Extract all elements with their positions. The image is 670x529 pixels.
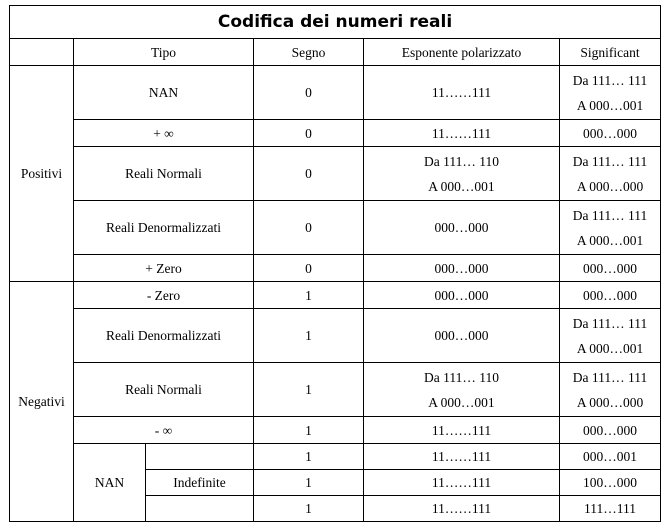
esponente-cell: 000…000 [364, 282, 560, 309]
nan-subtype-empty-cell [146, 444, 254, 470]
nan-label: NAN [74, 444, 146, 522]
header-esponente: Esponente polarizzato [364, 39, 560, 66]
segno-cell: 1 [254, 444, 364, 470]
table-row [10, 417, 661, 444]
significant-cell: 111…111 [560, 495, 661, 521]
table-row [10, 147, 661, 201]
table-row [10, 201, 661, 255]
tipo-cell: + ∞ [74, 120, 254, 147]
significant-cell: Da 111… 111 A 000…000 [560, 147, 661, 201]
significant-cell: 000…001 [560, 444, 661, 470]
segno-cell: 0 [254, 120, 364, 147]
tipo-cell: NAN [74, 66, 254, 120]
table-row [10, 66, 661, 120]
esponente-cell: 11……111 [364, 120, 560, 147]
esponente-cell: 11……111 [364, 66, 560, 120]
segno-cell: 0 [254, 201, 364, 255]
table-row [10, 309, 661, 363]
significant-cell: 000…000 [560, 255, 661, 282]
tipo-cell: Reali Denormalizzati [74, 201, 254, 255]
significant-cell: 100…000 [560, 470, 661, 496]
header-segno: Segno [254, 39, 364, 66]
header-empty-cell [10, 39, 74, 66]
esponente-cell: 11……111 [364, 470, 560, 496]
esponente-cell: 000…000 [364, 201, 560, 255]
segno-cell: 1 [254, 495, 364, 521]
nan-subtype-indefinite: Indefinite [146, 470, 254, 496]
segno-cell: 1 [254, 282, 364, 309]
nan-subtype-empty-cell [146, 495, 254, 521]
esponente-cell: 000…000 [364, 255, 560, 282]
esponente-cell: Da 111… 110 A 000…001 [364, 363, 560, 417]
significant-cell: Da 111… 111 A 000…001 [560, 66, 661, 120]
tipo-cell: - Zero [74, 282, 254, 309]
table-row [10, 255, 661, 282]
esponente-cell: 11……111 [364, 417, 560, 444]
significant-cell: 000…000 [560, 282, 661, 309]
segno-cell: 0 [254, 66, 364, 120]
significant-cell: Da 111… 111 A 000…001 [560, 309, 661, 363]
significant-cell: Da 111… 111 A 000…001 [560, 201, 661, 255]
header-tipo: Tipo [74, 39, 254, 66]
esponente-cell: 11……111 [364, 444, 560, 470]
significant-cell: 000…000 [560, 120, 661, 147]
table-row [10, 120, 661, 147]
tipo-cell: Reali Denormalizzati [74, 309, 254, 363]
significant-cell: 000…000 [560, 417, 661, 444]
header-row [10, 39, 661, 66]
esponente-cell: Da 111… 110 A 000…001 [364, 147, 560, 201]
segno-cell: 0 [254, 147, 364, 201]
group-label-positivi: Positivi [10, 66, 74, 282]
tipo-cell: - ∞ [74, 417, 254, 444]
real-numbers-encoding-table [9, 5, 661, 522]
segno-cell: 1 [254, 309, 364, 363]
tipo-cell: + Zero [74, 255, 254, 282]
segno-cell: 1 [254, 417, 364, 444]
title-row [10, 6, 661, 39]
table-row [10, 363, 661, 417]
group-label-negativi: Negativi [10, 282, 74, 522]
table-row [10, 444, 661, 470]
tipo-cell: Reali Normali [74, 363, 254, 417]
table-row [10, 282, 661, 309]
header-significant: Significant [560, 39, 661, 66]
segno-cell: 0 [254, 255, 364, 282]
segno-cell: 1 [254, 470, 364, 496]
segno-cell: 1 [254, 363, 364, 417]
esponente-cell: 000…000 [364, 309, 560, 363]
table-title: Codifica dei numeri reali [10, 6, 661, 39]
significant-cell: Da 111… 111 A 000…000 [560, 363, 661, 417]
esponente-cell: 11……111 [364, 495, 560, 521]
tipo-cell: Reali Normali [74, 147, 254, 201]
